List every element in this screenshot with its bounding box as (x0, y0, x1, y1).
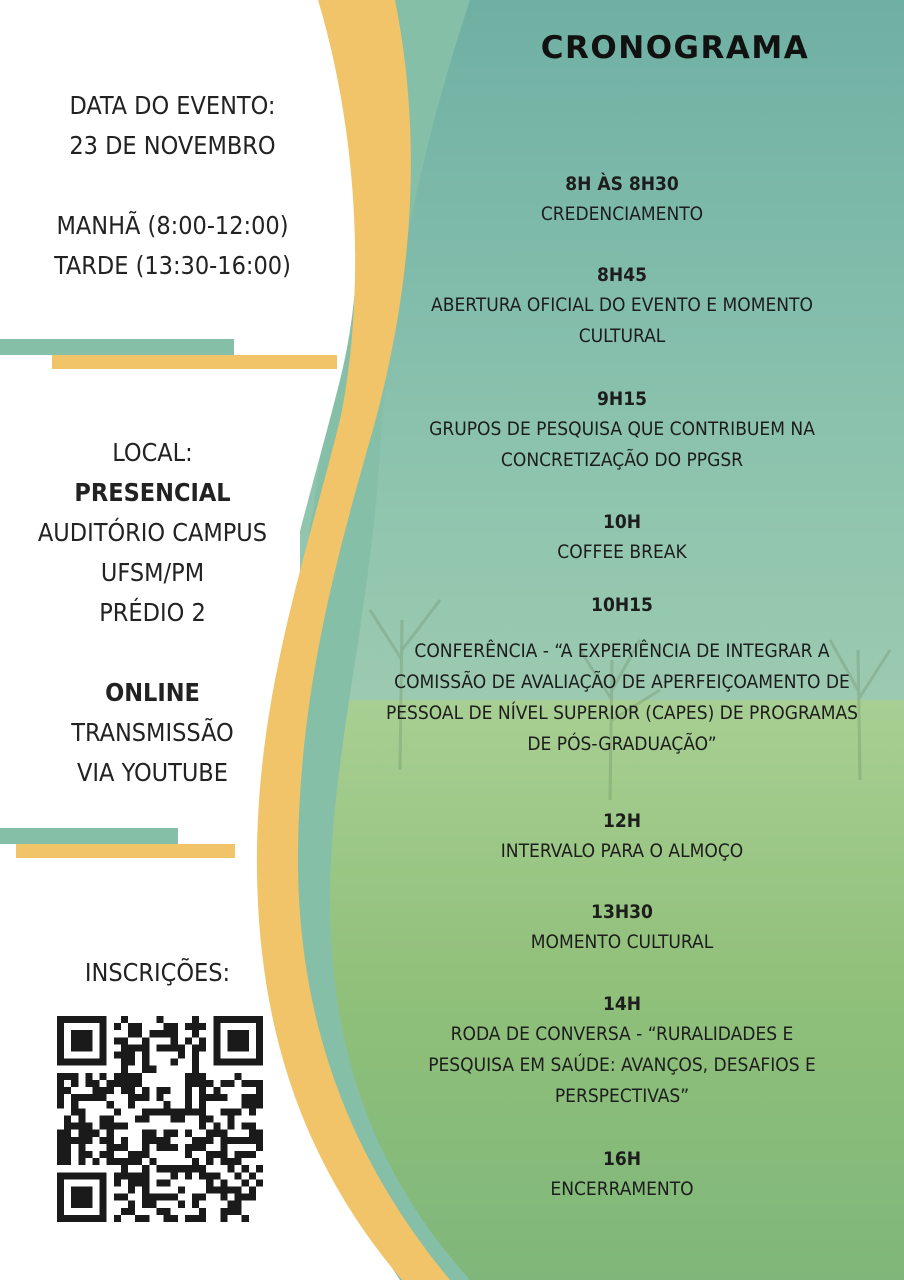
schedule-description-line: GRUPOS DE PESQUISA QUE CONTRIBUEM NA (429, 418, 815, 440)
schedule-item (340, 507, 904, 568)
schedule-time: 12H (602, 810, 642, 832)
schedule-description-line: ABERTURA OFICIAL DO EVENTO E MOMENTO (431, 294, 813, 316)
schedule-description-line: DE PÓS-GRADUAÇÃO” (527, 733, 717, 755)
event-date-block (30, 86, 315, 166)
schedule-time: 14H (602, 993, 642, 1015)
schedule-description-line: ENCERRAMENTO (550, 1178, 694, 1200)
schedule-item (340, 169, 904, 230)
afternoon-hours: TARDE (13:30-16:00) (54, 251, 291, 280)
schedule-description (340, 414, 904, 476)
schedule-time: 16H (602, 1148, 642, 1170)
schedule-time: 10H (602, 511, 642, 533)
schedule-description-line: CREDENCIAMENTO (540, 203, 704, 225)
schedule-description-line: CONCRETIZAÇÃO DO PPGSR (500, 449, 744, 471)
morning-hours: MANHÃ (8:00-12:00) (56, 211, 289, 240)
schedule-item (340, 260, 904, 352)
venue-line-1: AUDITÓRIO CAMPUS (37, 518, 268, 547)
schedule-description-line: RODA DE CONVERSA - “RURALIDADES E (450, 1023, 794, 1045)
schedule-title: CRONOGRAMA (540, 30, 810, 66)
schedule-description (340, 927, 904, 958)
schedule-item (340, 1144, 904, 1205)
presencial-label: PRESENCIAL (74, 478, 231, 507)
schedule-description (340, 290, 904, 352)
schedule-item (340, 897, 904, 958)
schedule-description-line: PESSOAL DE NÍVEL SUPERIOR (CAPES) DE PROGRAMAS (385, 702, 859, 724)
schedule-time: 9H15 (597, 388, 647, 410)
event-hours-block (20, 206, 325, 286)
schedule-item (340, 806, 904, 867)
schedule-item (340, 384, 904, 476)
online-label: ONLINE (105, 678, 200, 707)
date-value: 23 DE NOVEMBRO (69, 131, 276, 160)
schedule-time: 8H45 (597, 264, 647, 286)
schedule-description (340, 199, 904, 230)
schedule-description (340, 1174, 904, 1205)
schedule-time: 8H ÀS 8H30 (565, 173, 679, 195)
schedule-item (340, 590, 904, 760)
schedule-description (340, 537, 904, 568)
schedule-description (340, 836, 904, 867)
schedule-description-line: PESQUISA EM SAÚDE: AVANÇOS, DESAFIOS E (428, 1054, 816, 1076)
schedule-description (340, 1019, 904, 1112)
local-label: LOCAL: (112, 438, 193, 467)
schedule-description-line: MOMENTO CULTURAL (530, 931, 714, 953)
date-label: DATA DO EVENTO: (69, 91, 276, 120)
qr-code-icon[interactable] (57, 1016, 263, 1222)
schedule-description-line: COFFEE BREAK (557, 541, 687, 563)
schedule-description-line: PERSPECTIVAS” (554, 1085, 690, 1107)
schedule-time: 10H15 (591, 594, 653, 616)
schedule-description (340, 636, 904, 760)
schedule-item (340, 989, 904, 1112)
venue-line-2: UFSM/PM (100, 558, 205, 587)
schedule-description-line: INTERVALO PARA O ALMOÇO (500, 840, 744, 862)
online-line-1: TRANSMISSÃO (71, 718, 234, 747)
schedule-description-line: CONFERÊNCIA - “A EXPERIÊNCIA DE INTEGRAR A (414, 640, 830, 662)
schedule-time: 13H30 (591, 901, 653, 923)
location-block (10, 433, 295, 793)
venue-line-3: PRÉDIO 2 (99, 598, 206, 627)
online-line-2: VIA YOUTUBE (77, 758, 228, 787)
registration-label: INSCRIÇÕES: (84, 958, 231, 987)
schedule-description-line: CULTURAL (578, 325, 666, 347)
schedule-description-line: COMISSÃO DE AVALIAÇÃO DE APERFEIÇOAMENTO DE (394, 671, 850, 693)
